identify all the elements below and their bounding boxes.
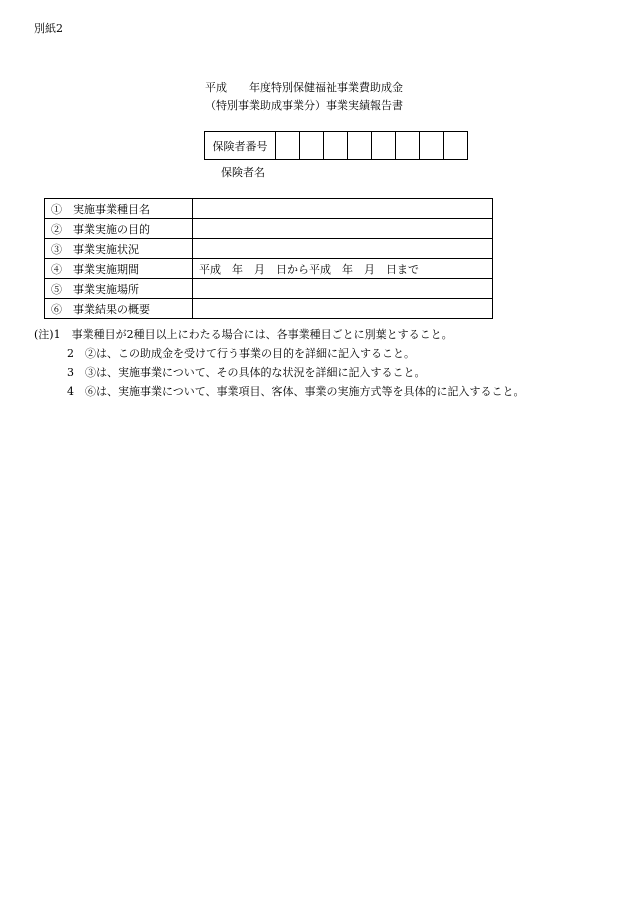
- row-item-label: ③ 事業実施状況: [45, 239, 193, 259]
- row-item-label: ④ 事業実施期間: [45, 259, 193, 279]
- row-content-field[interactable]: [193, 199, 493, 219]
- document-subtitle: （特別事業助成事業分）事業実績報告書: [205, 99, 403, 112]
- table-row: [45, 279, 493, 299]
- note-item: 2 ②は、この助成金を受けて行う事業の目的を詳細に記入すること。: [67, 347, 415, 360]
- insurer-number-digit-5[interactable]: [372, 132, 396, 160]
- insurer-name-label: 保険者名: [221, 166, 265, 179]
- insurer-number-digit-8[interactable]: [444, 132, 468, 160]
- table-row: [45, 199, 493, 219]
- insurer-number-digit-7[interactable]: [420, 132, 444, 160]
- note-item: 3 ③は、実施事業について、その具体的な状況を詳細に記入すること。: [67, 366, 426, 379]
- annex-label: 別紙2: [34, 22, 63, 35]
- note-item: (注)1 事業種目が2種目以上にわたる場合には、各事業種目ごとに別葉とすること。: [34, 328, 453, 341]
- table-row: [45, 299, 493, 319]
- insurer-number-table: [204, 131, 468, 160]
- table-row: [45, 239, 493, 259]
- insurer-number-label: 保険者番号: [205, 132, 276, 160]
- row-content-field[interactable]: [193, 279, 493, 299]
- row-item-label: ① 実施事業種目名: [45, 199, 193, 219]
- insurer-number-digit-3[interactable]: [324, 132, 348, 160]
- insurer-number-digit-1[interactable]: [276, 132, 300, 160]
- row-content-field[interactable]: [193, 239, 493, 259]
- document-title: 平成 年度特別保健福祉事業費助成金: [205, 81, 403, 94]
- insurer-number-digit-6[interactable]: [396, 132, 420, 160]
- insurer-number-digit-4[interactable]: [348, 132, 372, 160]
- table-row: [45, 259, 493, 279]
- notes-section: [34, 327, 525, 403]
- note-item: 4 ⑥は、実施事業について、事業項目、客体、事業の実施方式等を具体的に記入すること。: [67, 385, 525, 398]
- row-content-field[interactable]: 平成 年 月 日から平成 年 月 日まで: [193, 259, 493, 279]
- row-content-field[interactable]: [193, 219, 493, 239]
- report-table: [44, 198, 493, 319]
- row-item-label: ② 事業実施の目的: [45, 219, 193, 239]
- row-item-label: ⑥ 事業結果の概要: [45, 299, 193, 319]
- table-row: [45, 219, 493, 239]
- row-content-field[interactable]: [193, 299, 493, 319]
- row-item-label: ⑤ 事業実施場所: [45, 279, 193, 299]
- insurer-number-digit-2[interactable]: [300, 132, 324, 160]
